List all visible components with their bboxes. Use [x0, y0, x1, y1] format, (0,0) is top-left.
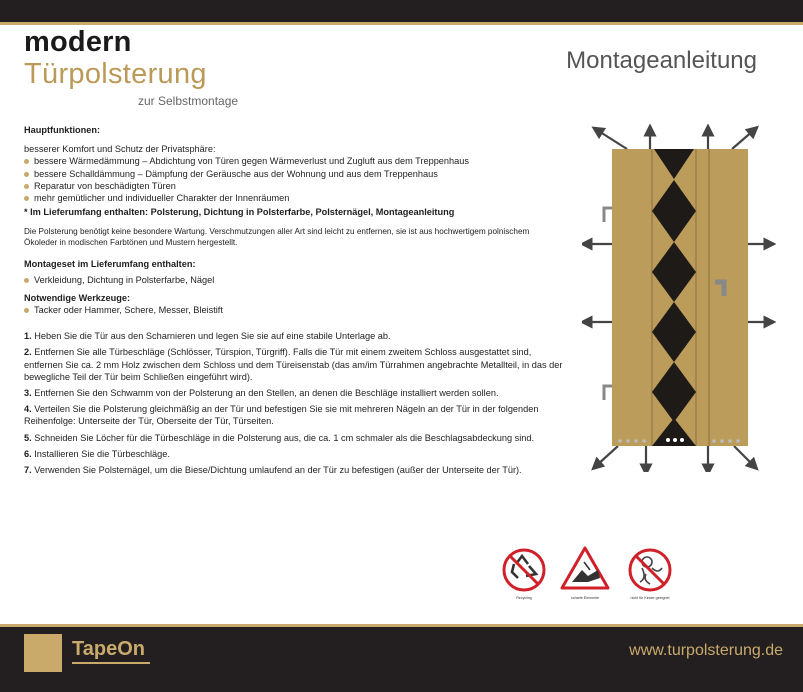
step-number: 3.	[24, 388, 32, 399]
warning-icons	[496, 544, 686, 606]
step-text: Verteilen Sie die Polsterung gleichmäßig an der Tür und befestigen Sie sie mit mehreren Nägeln an der Tür in der folgenden Reihenfolge: Unterseite der Tür, Oberseite der Tür, Türseiten.	[24, 404, 539, 427]
step-number: 7.	[24, 465, 32, 476]
door-padding-diagram	[582, 124, 776, 472]
delivery-note: * Im Lieferumfang enthalten: Polsterung, Dichtung in Polsterfarbe, Polsternägel, Montageanleitung	[24, 207, 455, 218]
step-number: 1.	[24, 331, 32, 342]
step-text: Verwenden Sie Polsternägel, um die Biese/Dichtung umlaufend an der Tür zu befestigen (außer der Unterseite der Tür).	[34, 465, 522, 476]
list-item: Reparatur von beschädigten Türen	[24, 180, 564, 192]
step-number: 2.	[24, 347, 32, 358]
functions-heading: Hauptfunktionen:	[24, 125, 101, 135]
step-number: 5.	[24, 432, 32, 443]
top-accent-line	[0, 22, 803, 25]
icon-label: Recycling	[516, 596, 532, 600]
website-url[interactable]: www.turpolsterung.de	[629, 642, 783, 659]
brand-name: TapeOn	[72, 638, 145, 660]
list-item: Verkleidung, Dichtung in Polsterfarbe, Nägel	[24, 274, 564, 286]
functions-intro: besserer Komfort und Schutz der Privatsphäre:	[24, 144, 216, 155]
step-item	[24, 403, 564, 427]
list-item: bessere Wärmedämmung – Abdichtung von Türen gegen Wärmeverlust und Zugluft aus dem Treppenhaus	[24, 155, 564, 167]
instructions-content	[24, 124, 564, 480]
top-bar	[0, 0, 803, 22]
step-text: Installieren Sie die Türbeschläge.	[34, 448, 170, 459]
no-recycling-icon	[504, 550, 544, 600]
steps-list	[24, 330, 564, 476]
step-item	[24, 448, 564, 460]
brand-logo-icon	[24, 634, 62, 672]
document-type-title: Montageanleitung	[566, 47, 757, 74]
brand-underline	[72, 662, 150, 664]
care-note: Die Polsterung benötigt keine besondere Wartung. Verschmutzungen aller Art sind leicht zu entfernen, sie ist aus hochwertigem polnischem Ökoleder in modischen Farbtönen und Mustern hergestellt.	[24, 227, 530, 248]
step-item	[24, 432, 564, 444]
set-heading: Montageset im Lieferumfang enthalten:	[24, 259, 196, 270]
tools-heading: Notwendige Werkzeuge:	[24, 292, 131, 303]
step-text: Entfernen Sie den Schwamm von der Polsterung an den Stellen, an denen die Beschläge installiert werden sollen.	[34, 388, 499, 399]
icon-label: nicht für Kinder geeignet	[630, 596, 670, 600]
step-text: Entfernen Sie alle Türbeschläge (Schlösser, Türspion, Türgriff). Falls die Tür mit einem zweitem Schloss ausgestattet sind, entfernen Sie ca. 2 mm Holz zwischen dem Schloss und dem Türeisenstab (das am/im Türrahmen angebrachte Metallteil, in das der bewegliche Teil der Tür beim Schließen eingeführt wird).	[24, 347, 563, 382]
subtitle: zur Selbstmontage	[138, 94, 239, 108]
title-line1: modern	[24, 26, 132, 58]
functions-list	[24, 155, 564, 204]
list-item: Tacker oder Hammer, Schere, Messer, Bleistift	[24, 304, 564, 316]
step-item	[24, 387, 564, 399]
step-number: 6.	[24, 448, 32, 459]
step-text: Schneiden Sie Löcher für die Türbeschläge in die Polsterung aus, die ca. 1 cm schmaler als die Beschlagsabdeckung sind.	[34, 432, 535, 443]
sharp-elements-warning-icon	[562, 548, 608, 600]
list-item: mehr gemütlicher und individueller Charakter der Innenräumen	[24, 192, 564, 204]
step-item	[24, 346, 564, 383]
icon-label: scharfe Elemente	[571, 596, 599, 600]
hinge-marks	[604, 208, 612, 400]
step-item	[24, 464, 564, 476]
tools-list	[24, 304, 564, 316]
list-item: bessere Schalldämmung – Dämpfung der Geräusche aus der Wohnung und aus dem Treppenhaus	[24, 168, 564, 180]
step-text: Heben Sie die Tür aus den Scharnieren und legen Sie sie auf eine stabile Unterlage ab.	[34, 331, 391, 342]
step-number: 4.	[24, 404, 32, 415]
step-item	[24, 330, 564, 342]
not-for-children-icon	[630, 550, 670, 600]
set-list	[24, 274, 564, 286]
nail-dots-center	[666, 438, 684, 442]
title-line2: Türpolsterung	[24, 58, 207, 90]
